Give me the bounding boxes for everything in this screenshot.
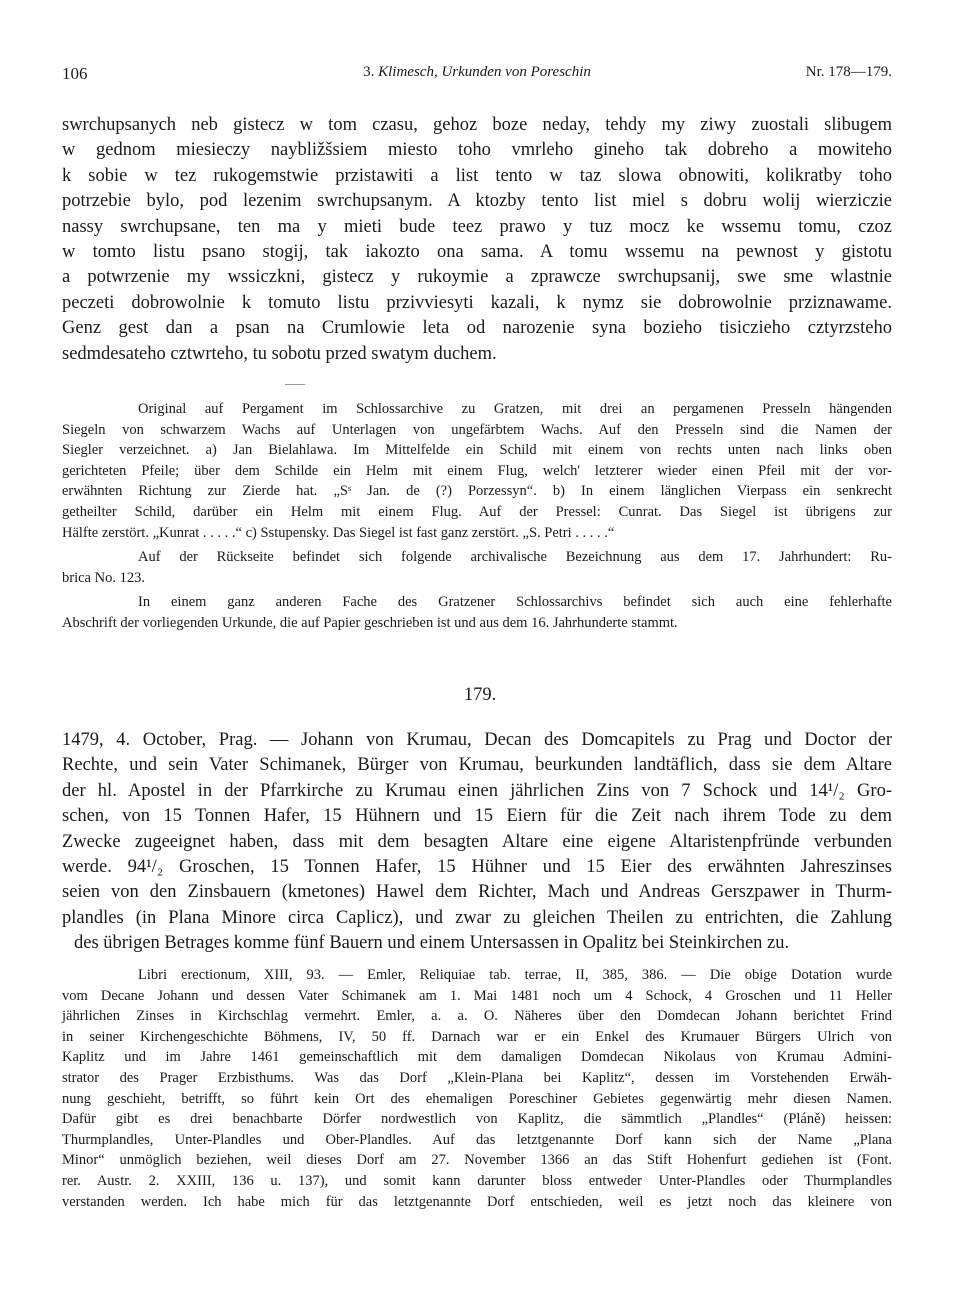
text-line: Abschrift der vorliegenden Urkunde, die auf Papier geschrieben ist und aus dem 16. Jahrhunderte stammt. — [62, 614, 678, 631]
text-line: a potwrzenie my wssiczkni, gistecz y rukoymie a zprawcze swrchupsanij, swe sme wlastnie — [62, 267, 892, 288]
text-line: Zwecke zugeeignet haben, dass mit dem besagten Altare eine eigene Altaristenpfründe verbunden — [62, 831, 892, 852]
text-line: rer. Austr. 2. XXIII, 136 u. 137), und somit kann darunter bloss entweder Unter-Plandles oder Thurmplandles — [62, 1172, 892, 1189]
text-line: plandles (in Plana Minore circa Caplicz), und zwar zu gleichen Theilen zu entrichten, die Zahlung — [62, 907, 892, 928]
text-line: Siegeln von schwarzem Wachs auf Unterlagen von ungefärbtem Wachs. Auf den Presseln sind die Namen der — [62, 421, 892, 438]
page-header — [62, 64, 892, 88]
text-line: der hl. Apostel in der Pfarrkirche zu Krumau einen jährlichen Zins von 7 Schock und 14¹/₂ Gro- — [62, 780, 892, 801]
text-line: werde. 94¹/₂ Groschen, 15 Tonnen Hafer, 15 Hühner und 15 Eier des erwähnten Jahreszinses — [62, 857, 892, 878]
notes-paragraph-copy — [62, 592, 892, 633]
text-line: k sobie w tez rukogemstwie przistawiti a list tento w taz slowa obnowiti, kolikratby toho — [62, 165, 892, 186]
text-line: Genz gest dan a psan na Crumlowie leta od narozenie syna bozieho tisiczieho cztyrzsteho — [62, 318, 892, 339]
text-line: seien von den Zinsbauern (kmetones) Hawel dem Richter, Mach und Andreas Gerszpawer in Thurm- — [62, 882, 892, 903]
text-line: Siegler verzeichnet. a) Jan Bielahlawa. Im Mittelfelde ein Schild mit einem von rechts unten nach links oben — [62, 442, 892, 459]
text-line: schen, von 15 Tonnen Hafer, 15 Hühnern und 15 Eiern für die Zeit nach ihrem Tode zu dem — [62, 806, 892, 827]
text-line: jährlichen Zinses in Kirchschlag vermehrt. Emler, a. a. O. Näheres über den Domdecan Johann berichtet Frind — [62, 1008, 892, 1025]
text-line: verstanden werden. Ich habe mich für das letztgenannte Dorf entschieden, weil es jetzt noch das kleinere von — [62, 1193, 892, 1210]
text-line: Minor“ unmöglich beziehen, weil dieses Dorf am 27. November 1366 an das Stift Hohenfurt gediehen ist (Font. — [62, 1152, 892, 1169]
text-line: w tomto listu psano stogij, tak iakozto ona sama. A tomu wssemu na pewnost y gistotu — [62, 242, 892, 263]
text-line: peczeti dobrowolnie k tomuto listu przivviesyti kazali, k nymz sie dobrowolnie prziznawame. — [62, 292, 892, 313]
text-line: Original auf Pergament im Schlossarchive zu Gratzen, mit drei an pergamenen Presseln hängenden — [138, 401, 892, 417]
running-title-prefix: 3. — [363, 64, 375, 80]
document-range: Nr. 178—179. — [805, 64, 892, 80]
running-title — [62, 64, 892, 81]
text-line: erwähnten Richtung zur Zierde hat. „Sˢ Jan. de (?) Porzessyn“. b) In einem länglichen Vierpass ein senkrecht — [62, 483, 892, 500]
text-line: swrchupsanych neb gistecz w tom czasu, gehoz boze neday, tehdy my ziwy zuostali slibugem — [62, 115, 892, 135]
text-line: potrzebie bylo, pod lezenim swrchupsanym. A ktozby tento list miel s dobru wolij wierziczie — [62, 191, 892, 212]
text-line: Auf der Rückseite befindet sich folgende archivalische Bezeichnung aus dem 17. Jahrhundert: Ru- — [138, 549, 892, 566]
text-line: gerichteten Pfeile; über dem Schilde ein Helm mit einem Flug, welch' letzterer wieder einen Pfeil mit der vor- — [62, 462, 892, 479]
text-line: vom Decane Johann und dessen Vater Schimanek am 1. Mai 1481 noch um 4 Schock, 4 Groschen und 11 Heller — [62, 987, 892, 1004]
text-line: In einem ganz anderen Fache des Gratzener Schlossarchivs befindet sich auch eine fehlerhafte — [138, 594, 892, 611]
text-line: nung geschieht, betrifft, so führt kein Ort des ehemaligen Poreschiner Gebietes gegenwärtig mehr diesen Namen. — [62, 1090, 892, 1107]
text-line: nassy swrchupsane, ten ma y mieti bude teez prawo y tuz mocz ke wssemu tomu, czoz — [62, 216, 892, 237]
text-line: 1479, 4. October, Prag. — Johann von Krumau, Decan des Domcapitels zu Prag und Doctor der — [62, 730, 892, 750]
charter-178-notes — [62, 399, 892, 634]
page-number: 106 — [62, 64, 88, 83]
text-line: Libri erectionum, XIII, 93. — Emler, Reliquiae tab. terrae, II, 385, 386. — Die obige Dotation wurde — [138, 967, 892, 983]
text-line: Hälfte zerstört. „Kunrat . . . . .“ c) Sstupensky. Das Siegel ist fast ganz zerstört. „S. Petri . . . . .“ — [62, 524, 615, 541]
text-line: des übrigen Betrages komme fünf Bauern und einem Untersassen in Opalitz bei Steinkirchen zu. — [74, 933, 790, 954]
literature-notes-179 — [62, 965, 892, 1212]
text-line: brica No. 123. — [62, 569, 145, 586]
regest-179 — [62, 728, 892, 957]
text-line: Thurmplandles, Unter-Plandles und Ober-Plandles. Auf das letztgenannte Dorf kann sich der Name „Plana — [62, 1131, 892, 1148]
section-divider — [285, 384, 305, 385]
running-title-text: Klimesch, Urkunden von Poreschin — [378, 64, 591, 80]
latin-charter-text — [62, 113, 892, 367]
text-line: in seiner Kirchengeschichte Böhmens, IV, 50 ff. Darnach war er ein Enkel des Krumauer Bürgers Ulrich von — [62, 1028, 892, 1045]
text-line: sedmdesateho cztwrteho, tu sobotu przed swatym duchem. — [62, 343, 497, 364]
text-line: Kaplitz und im Jahre 1461 gemeinschaftlich mit dem damaligen Domdecan Nikolaus von Krumau Admini- — [62, 1049, 892, 1066]
document-number: 179. — [463, 685, 497, 705]
text-line: Dafür gibt es drei benachbarte Dörfer nordwestlich von Kaplitz, die sämmtlich „Plandles“ (Pláně) heissen: — [62, 1111, 892, 1128]
text-line: strator des Prager Erzbisthums. Was das Dorf „Klein-Plana bei Kaplitz“, dessen im Vorstehenden Erwäh- — [62, 1069, 892, 1086]
text-line: getheilter Schild, darüber ein Helm mit einem Flug. Auf der Pressel: Cunrat. Das Siegel ist übrigens zur — [62, 503, 892, 520]
notes-paragraph-endorsement — [62, 547, 892, 588]
text-line: Rechte, und sein Vater Schimanek, Bürger von Krumau, beurkunden landtäflich, dass sie dem Altare — [62, 755, 892, 776]
text-line: w gednom miesieczy naybližšsiem miesto toho vmrleho gineho tak dobreho a mowiteho — [62, 140, 892, 161]
notes-paragraph-original — [62, 399, 892, 543]
